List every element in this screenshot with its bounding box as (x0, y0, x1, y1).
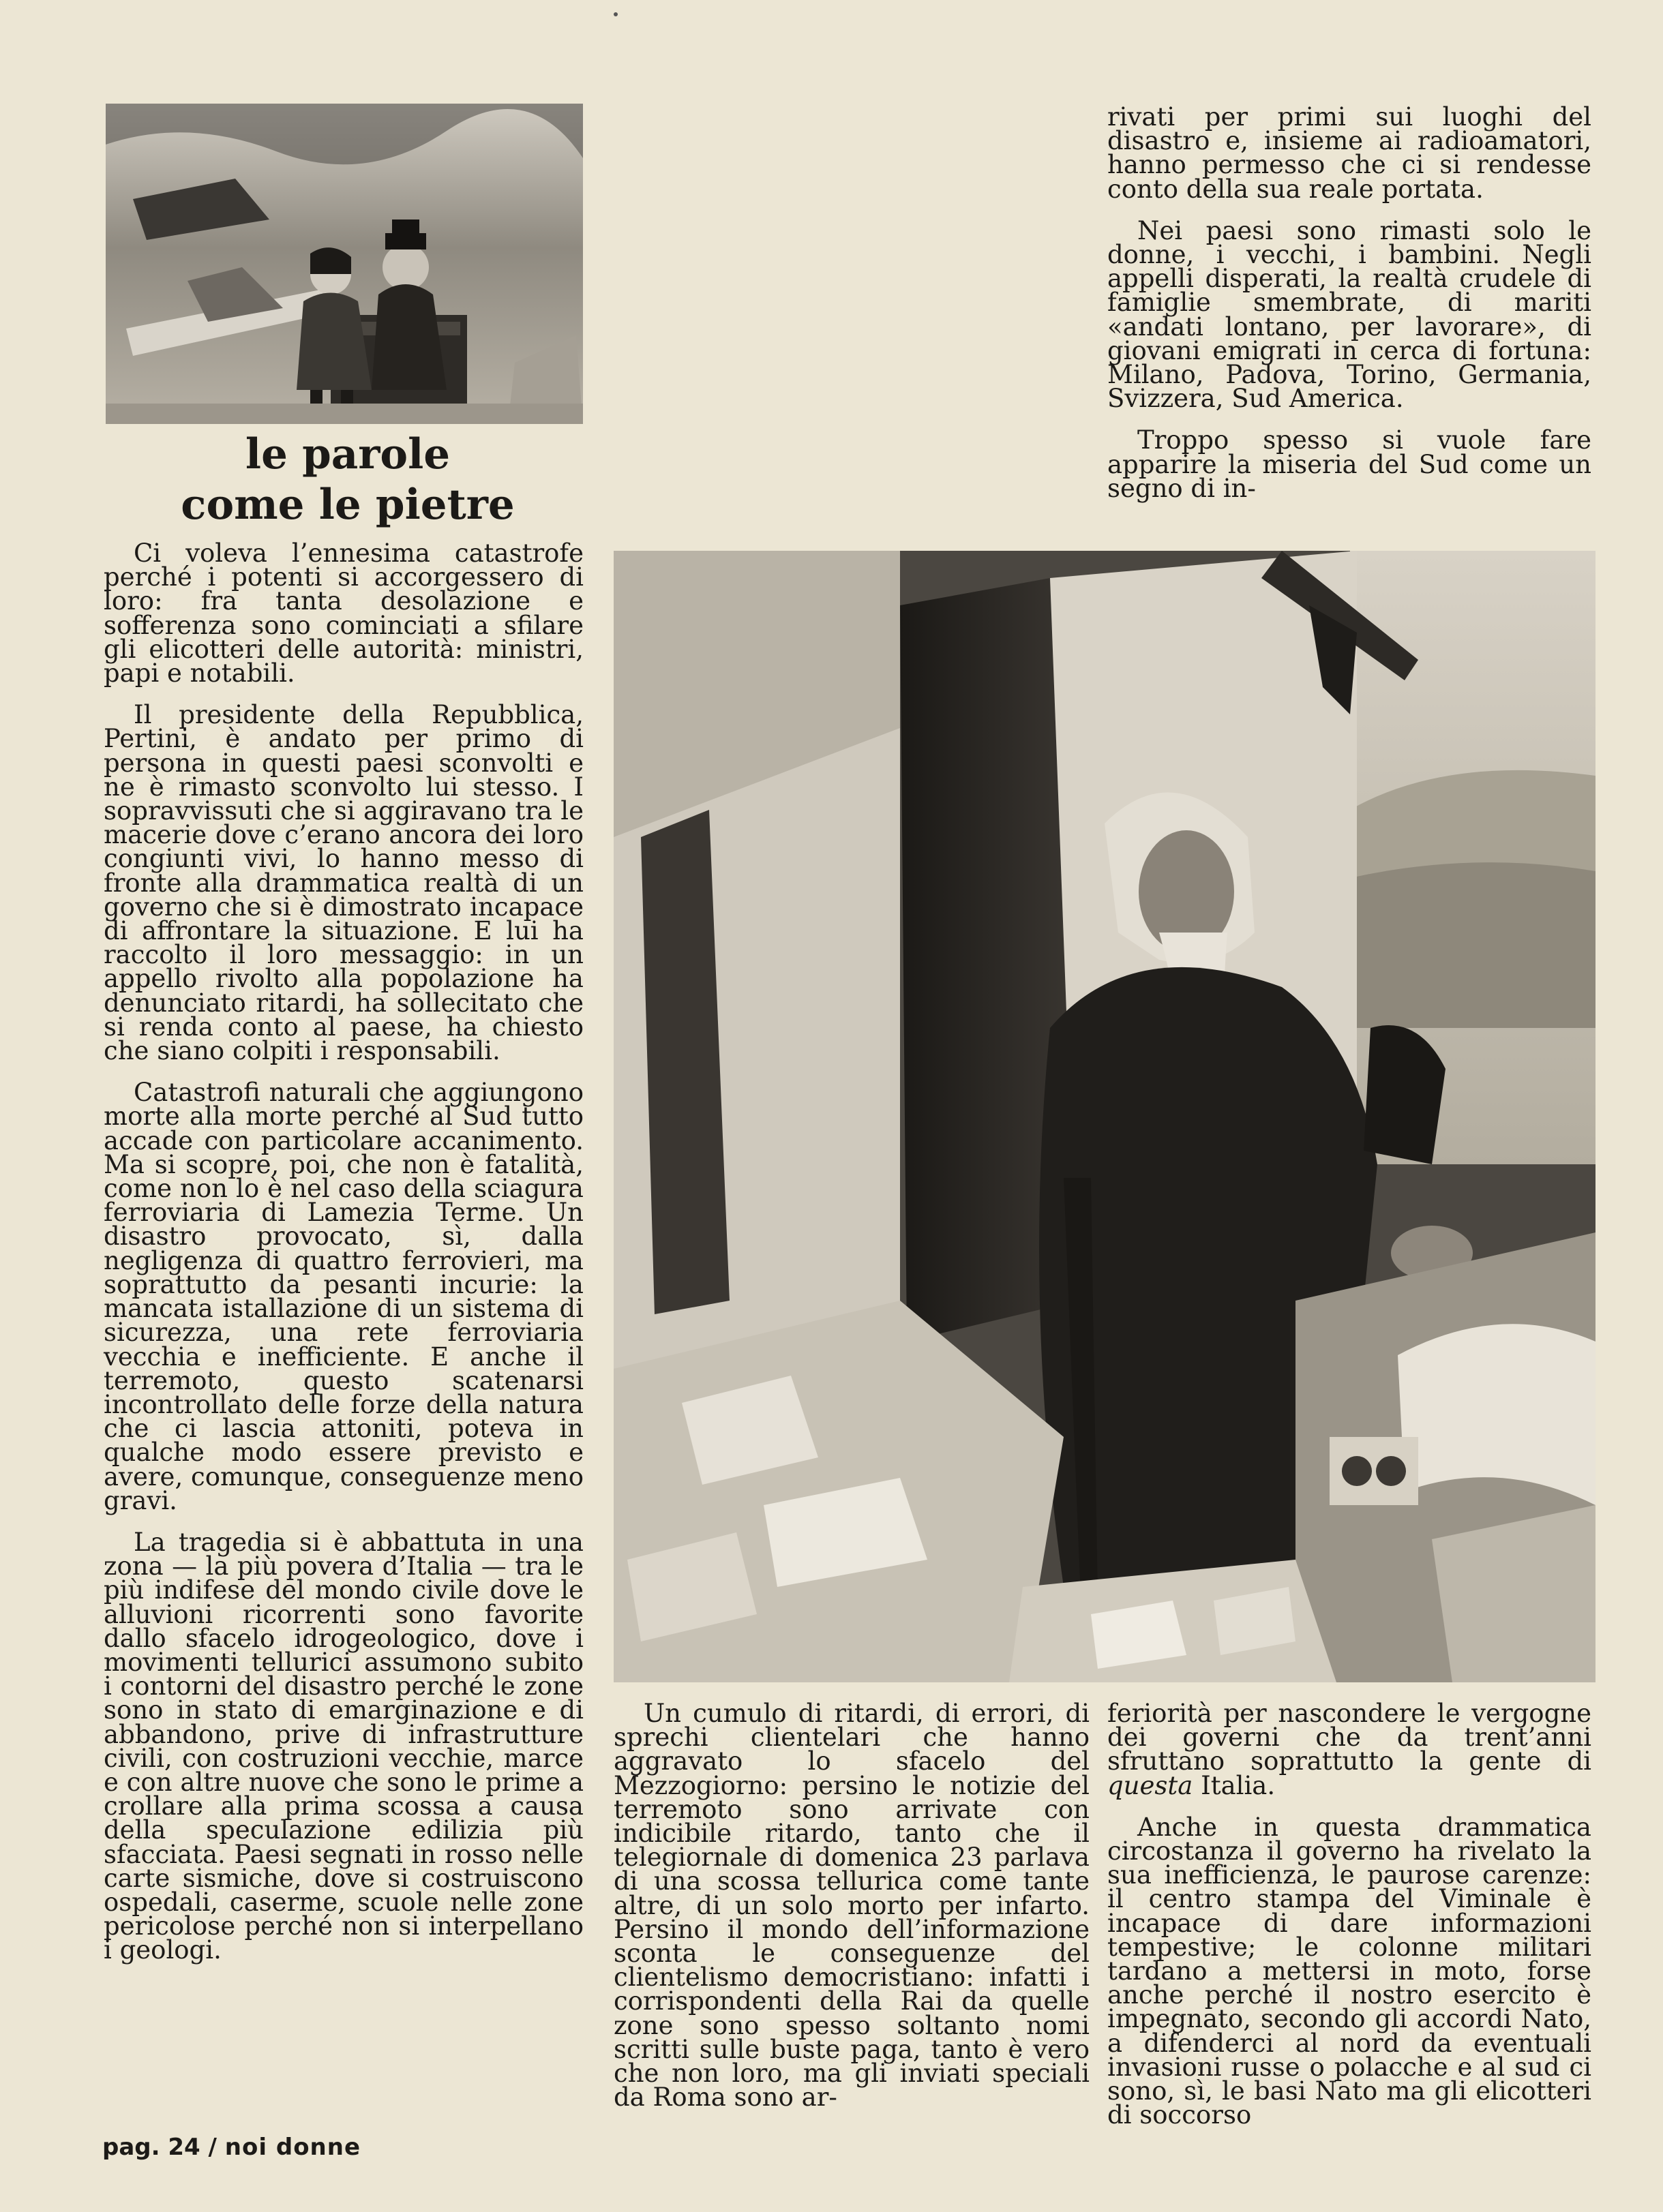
right-top-paragraph-3: Troppo spesso si vuole fare apparire la miseria del Sud come un segno di in- (1107, 425, 1591, 503)
right-bottom-p1-italic: questa (1107, 1770, 1193, 1800)
right-bottom-p1-after: Italia. (1193, 1770, 1276, 1800)
right-top-paragraph-2: Nei paesi sono rimasti solo le donne, i vecchi, i bambini. Negli appelli disperati, la realtà crudele di famiglie smembrate, di mariti «andati lontano, per lavorare», di giovani emigrati in cerca di fortuna: Milano, Padova, Torino, Germania, Svizzera, Sud America. (1107, 215, 1591, 414)
middle-bottom-column (614, 1699, 1090, 2112)
small-photo-two-people (106, 104, 583, 424)
large-photo-woman-in-rubble (614, 551, 1595, 1682)
small-photo-graphic (106, 104, 583, 424)
left-paragraph-2: Il presidente della Repubblica, Pertini, è andato per primo di persona in questi paesi sconvolti e ne è rimasto sconvolto lui stesso. I sopravvissuti che si aggiravano tra le macerie dove c’erano ancora dei loro congiunti vivi, lo hanno messo di fronte alla drammatica realtà di un governo che si è dimostrato incapace di affrontare la situazione. E lui ha raccolto il loro messaggio: in un appello rivolto alla popolazione ha denunciato ritardi, ha sollecitato che si renda conto al paese, ha chiesto che siano colpiti i responsabili. (104, 700, 584, 1066)
magazine-name: noi donne (224, 2134, 361, 2161)
right-bottom-paragraph-1 (1107, 1701, 1591, 1798)
right-bottom-paragraph-2: Anche in questa drammatica circostanza il governo ha rivelato la sua inefficienza, le paurose carenze: il centro stampa del Viminale è incapace di dare informazioni tempestive; le colonne militari tardano a mettersi in moto, forse anche perché il nostro esercito è impegnato, secondo gli accordi Nato, a difenderci al nord da eventuali invasioni russe o polacche e al sud ci sono, sì, le basi Nato ma gli elicotteri di soccorso (1107, 1812, 1591, 2130)
article-title-line2: come le pietre (181, 481, 515, 529)
left-paragraph-3: Catastrofi naturali che aggiungono morte alla morte perché al Sud tutto accade con particolare accanimento. Ma si scopre, poi, che non è fatalità, come non lo è nel caso della sciagura ferroviaria di Lamezia Terme. Un disastro provocato, sì, dalla negligenza di quattro ferrovieri, ma soprattutto da pesanti incurie: la mancata istallazione di un sistema di sicurezza, una rete ferroviaria vecchia e inefficiente. E anche il terremoto, questo scatenarsi incontrollato delle forze della natura che ci lascia attoniti, poteva in qualche modo essere previsto e avere, comunque, conseguenze meno gravi. (104, 1078, 584, 1515)
right-bottom-column (1107, 1699, 1591, 2130)
right-top-column (1107, 102, 1591, 503)
page-number-label: pag. 24 / (102, 2134, 217, 2161)
article-title (106, 429, 590, 530)
left-column (104, 541, 584, 1963)
left-paragraph-4: La tragedia si è abbattuta in una zona — la più povera d’Italia — tra le più indifese del mondo civile dove le alluvioni ricorrenti sono favorite dallo sfacelo idrogeologico, dove i movimenti tellurici assumono subito i contorni del disastro perché le zone sono in stato di emarginazione e di abbandono, prive di infrastrutture civili, con costruzioni vecchie, marce e con altre nuove che sono le prime a crollare alla prima scossa a causa della speculazione edilizia più sfacciata. Paesi segnati in rosso nelle carte sismiche, dove si costruiscono ospedali, caserme, scuole nelle zone pericolose perché non si interpellano i geologi. (104, 1527, 584, 1965)
right-top-paragraph-1: rivati per primi sui luoghi del disastro e, insieme ai radioamatori, hanno permesso che ci si rendesse conto della sua reale portata. (1107, 102, 1591, 204)
printing-speck (614, 12, 618, 16)
large-photo-graphic (614, 551, 1595, 1682)
left-paragraph-1: Ci voleva l’ennesima catastrofe perché i potenti si accorgessero di loro: fra tanta desolazione e sofferenza sono cominciati a sfilare gli elicotteri delle autorità: ministri, papi e notabili. (104, 539, 584, 688)
middle-bottom-paragraph-1: Un cumulo di ritardi, di errori, di sprechi clientelari che hanno aggravato lo sfacelo del Mezzogiorno: persino le notizie del terremoto sono arrivate con indicibile ritardo, tanto che il telegiornale di domenica 23 parlava di una scossa tellurica come tante altre, di un solo morto per infarto. Persino il mondo dell’informazione sconta le conseguenze del clientelismo democristiano: infatti i corrispondenti della Rai da quelle zone sono spesso soltanto nomi scritti sulle buste paga, tanto è vero che non loro, ma gli inviati speciali da Roma sono ar- (614, 1699, 1090, 2112)
page-footer (102, 2134, 361, 2161)
right-bottom-p1-before: feriorità per nascondere le vergogne dei governi che da trent’anni sfruttano soprattutto la gente di (1107, 1699, 1591, 1776)
article-title-line1: le parole (245, 430, 451, 479)
